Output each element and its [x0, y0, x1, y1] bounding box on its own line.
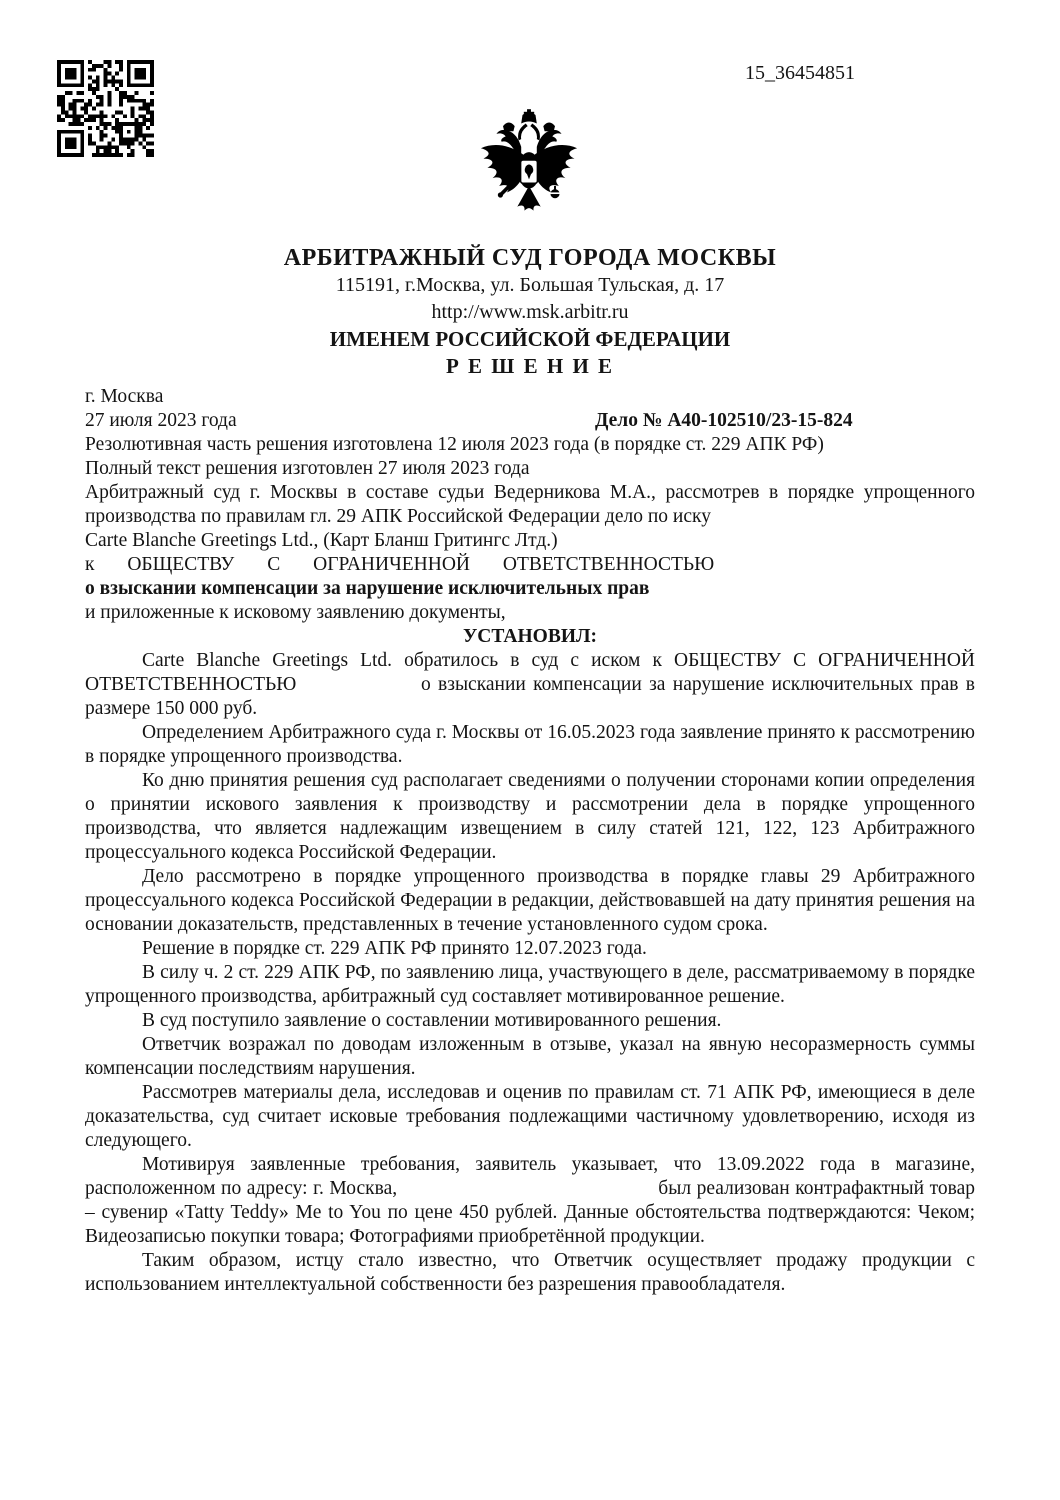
paragraph-claim-subject: о взыскании компенсации за нарушение исключительных прав [85, 578, 650, 599]
document-number: 15_36454851 [745, 62, 855, 84]
paragraph-decision-date-229: Решение в порядке ст. 229 АПК РФ принято 12.07.2023 года. [142, 938, 647, 959]
qr-code [57, 60, 154, 157]
paragraph-defendant: к ОБЩЕСТВУ С ОГРАНИЧЕННОЙ ОТВЕТСТВЕННОСТЬЮ [85, 554, 715, 575]
established-heading: УСТАНОВИЛ: [462, 626, 598, 647]
decision-title: Р Е Ш Е Н И Е [445, 354, 615, 378]
paragraph-plaintiff: Carte Blanche Greetings Ltd., (Карт Бланш Гритингс Лтд.) [85, 530, 558, 551]
in-the-name-line: ИМЕНЕМ РОССИЙСКОЙ ФЕДЕРАЦИИ [329, 327, 731, 351]
claim-filed-text-after-redaction: о взыскании компенсации за нарушение исключительных прав в размере 150 000 руб. [85, 674, 975, 719]
paragraph-resolutive-part: Резолютивная часть решения изготовлена 12 июля 2023 года (в порядке ст. 229 АПК РФ) [85, 434, 824, 455]
paragraph-notification: Ко дню принятия решения суд располагает сведениями о получении сторонами копии определения о принятии искового заявления к производству и рассмотрении дела в порядке упрощенного производства, что является надлежащим извещением в силу статей 121, 122, 123 Арбитражного процессуального кодекса Российской Федерации. [85, 770, 975, 863]
paragraph-purchase-facts [85, 1153, 975, 1249]
paragraph-simplified-procedure: Дело рассмотрено в порядке упрощенного производства в порядке главы 29 Арбитражного процессуального кодекса Российской Федерации в редакции, действовавшей на дату принятия решения на основании доказательств, представленных в течение установленного судом срока. [85, 866, 975, 935]
purchase-facts-before-redaction: Мотивируя заявленные требования, заявитель указывает, что 13.09.2022 года в магазине, расположенном по адресу: г. Москва, [85, 1154, 975, 1199]
paragraph-conclusion: Таким образом, истцу стало известно, что Ответчик осуществляет продажу продукции с использованием интеллектуальной собственности без разрешения правообладателя. [85, 1250, 975, 1295]
claim-filed-text-before-redaction: Carte Blanche Greetings Ltd. обратилось в суд с иском к ОБЩЕСТВУ С ОГРАНИЧЕННОЙ ОТВЕТСТВЕННОСТЬЮ [85, 650, 975, 695]
paragraph-court-assessment: Рассмотрев материалы дела, исследовав и оценив по правилам ст. 71 АПК РФ, имеющиеся в деле доказательства, суд считает исковые требования подлежащими частичному удовлетворению, исходя из следующего. [85, 1082, 975, 1151]
court-header [85, 245, 975, 380]
date-case-row [85, 409, 975, 433]
paragraph-full-text-date: Полный текст решения изготовлен 27 июля 2023 года [85, 458, 530, 479]
paragraph-claim-filed [85, 649, 975, 721]
paragraph-defendant-objection: Ответчик возражал по доводам изложенным в отзыве, указал на явную несоразмерность суммы компенсации последствиям нарушения. [85, 1034, 975, 1079]
paragraph-motivated-decision-rule: В силу ч. 2 ст. 229 АПК РФ, по заявлению лица, участвующего в деле, рассматриваемому в порядке упрощенного производства, арбитражный суд составляет мотивированное решение. [85, 962, 975, 1007]
decision-date: 27 июля 2023 года [85, 410, 237, 431]
russia-coat-of-arms-icon [462, 104, 596, 234]
court-address: 115191, г.Москва, ул. Большая Тульская, д. 17 [335, 274, 725, 296]
court-name: АРБИТРАЖНЫЙ СУД ГОРОДА МОСКВЫ [283, 245, 777, 271]
case-number: Дело № А40-102510/23-15-824 [595, 410, 853, 431]
city-line: г. Москва [85, 386, 164, 407]
paragraph-acceptance-ruling: Определением Арбитражного суда г. Москвы от 16.05.2023 года заявление принято к рассмотрению в порядке упрощенного производства. [85, 722, 975, 767]
document-body [85, 385, 975, 1297]
paragraph-court-composition: Арбитражный суд г. Москвы в составе судьи Ведерникова М.А., рассмотрев в порядке упрощенного производства по правилам гл. 29 АПК Российской Федерации дело по иску [85, 482, 975, 527]
court-website: http://www.msk.arbitr.ru [431, 301, 629, 323]
purchase-facts-after-redaction: был реализован контрафактный товар – сувенир «Tatty Teddy» Me to You по цене 450 рублей. Данные обстоятельства подтверждаются: Чеком; Видеозаписью покупки товара; Фотографиями приобретённой продукции. [85, 1178, 976, 1247]
paragraph-motivated-decision-request: В суд поступило заявление о составлении мотивированного решения. [142, 1010, 722, 1031]
paragraph-attachments: и приложенные к исковому заявлению документы, [85, 602, 506, 623]
